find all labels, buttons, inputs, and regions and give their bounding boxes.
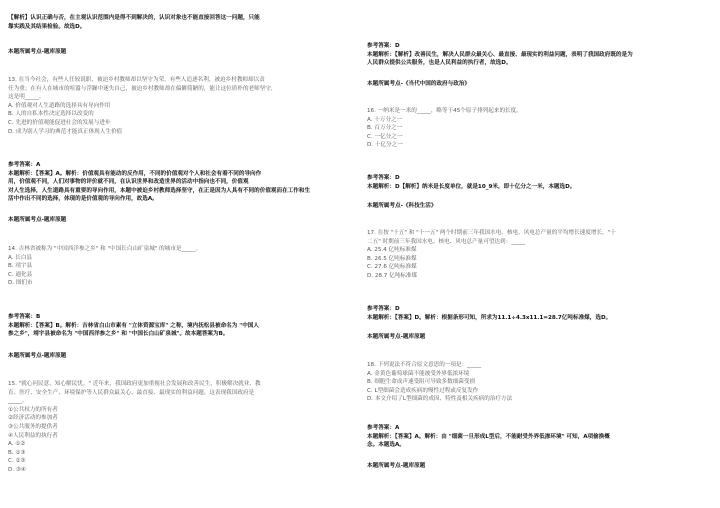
analysis-line: 用，价值观不同，人们对事物的评价就不同，在认识世界和改造世界的活动中指向也不同，价值观 — [8, 179, 249, 186]
option-d: D. ③④ — [8, 466, 26, 473]
question-stem: 这是明_____。 — [8, 94, 45, 101]
option-d: D. 十亿分之一 — [367, 142, 403, 149]
analysis-line: 人民群众提供公共服务，也是人民利益的执行者，故选D。 — [367, 60, 512, 67]
knowledge-point: 本题所属考点-《科技生活》 — [367, 203, 437, 209]
analysis-line: 参之乡"，靖宇县被命名为 "中国西洋参之乡" 和 "中国长白山矿泉城"。故本题答案为B。 — [8, 331, 229, 338]
question-16 — [367, 107, 715, 150]
question-stem: 任为重；在有人在城市的喧嚣与浮躁中迷失自己，被迫乡村教师却在偏僻简陋的，能让这位质朴的老师坚守， — [8, 85, 277, 92]
option: ③公共服务的提供者 — [8, 423, 58, 430]
option-c: C. L型细菌会造成疾病的慢性过程或反复发作 — [367, 387, 479, 394]
analysis-line: 本题解析：【解析】改善民生，解决人民群众最关心、最直接、最现实的利益问题，表明了我国政府既的是为 — [367, 51, 633, 58]
option-c: C. 27.6 亿吨标准煤 — [367, 264, 417, 271]
answer-16 — [367, 174, 715, 191]
option-b: B. 靖宇县 — [8, 263, 33, 270]
knowledge-point: 本题所属考点-题库原题 — [8, 217, 67, 223]
option-b: B. ①③ — [8, 449, 26, 456]
question-15 — [8, 380, 360, 475]
reference-answer: 参考答案：D — [367, 175, 400, 181]
top-analysis — [8, 14, 360, 31]
answer-17 — [367, 305, 715, 322]
option-b: B. 百万分之一 — [367, 125, 403, 132]
question-stem: 14. 吉林省被称为 "中国西洋参之乡" 和 "中国长白山矿泉城" 的城市是_____。 — [8, 246, 202, 252]
knowledge-point: 本题所属考点-题库原题 — [367, 463, 426, 469]
question-stem: 17. 在按 "十五" 和 "十一五" 两个时期前三年我国水电、核电、风电总产量的平均增长速度增长，"十 — [367, 230, 616, 236]
reference-answer: 参考答案：A — [367, 425, 400, 431]
question-17 — [367, 229, 715, 281]
option-a: A. 25.4 亿吨标准煤 — [367, 247, 417, 254]
option-b: B. 人的自私本性决定选择以改变的 — [8, 111, 94, 118]
knowledge-point: 本题所属考点-题库原题 — [8, 49, 67, 55]
reference-answer: 参考答案：D — [367, 43, 400, 49]
option-a: A. 长白县 — [8, 254, 33, 261]
option-c: C. 一亿分之一 — [367, 133, 403, 140]
option-a: A. ①② — [8, 441, 26, 448]
knowledge-point: 本题所属考点-题库原题 — [367, 334, 426, 340]
option-a: A. 金黄色葡萄球菌不能被受外界低浓环境 — [367, 370, 470, 377]
question-stem: 15. "就心问民意，知心解民忧。" 近年来，我国政府更加重视社会发展和改善民生，积极解决就业、教 — [8, 381, 261, 387]
option-d: D. 本文介绍了L型细菌的成因、特性及相关疾病的治疗方法 — [367, 396, 513, 403]
analysis-line: 活中作出不同的选择，体现的是价值观的导向作用，故选A。 — [8, 196, 158, 203]
analysis-line: 本题解析：【答案】A。解析：由 "细菌一旦形成L型后，不能耐受外界低渗环境" 可知，A项偷换概 — [367, 433, 610, 440]
knowledge-point: 本题所属考点-题库原题 — [8, 353, 67, 359]
option: ②经济活动的参加者 — [8, 415, 58, 422]
question-stem: 育、医疗、安全生产、环境保护等人民群众最关心、最直接、最现实的利益问题。这表现我国政府是 — [8, 389, 255, 396]
question-stem: 二五" 时期前三年我国水电、核电、风电总产量可望达到：_____ — [367, 238, 526, 245]
option-c: C. 先进的价值观能促进社会的发展与进步 — [8, 119, 111, 126]
option-c: C. 通化县 — [8, 271, 33, 278]
reference-answer: 参考答案：A — [8, 162, 41, 168]
reference-answer: 参考答案：B — [8, 314, 41, 320]
analysis-line: 对人生选择，人生道路具有重要的导向作用，本题中被迫乡村教师选择坚守，在正是因为人具有不同的价值观而在工作和生 — [8, 187, 311, 194]
question-stem: 13. 在当今社会，有些人任较说职，被迫乡村教师却以坚守为荣，有些人追逐名利，被迫乡村教师却以责 — [8, 77, 265, 83]
option-c: C. ②③ — [8, 458, 26, 465]
answer-14 — [8, 313, 360, 339]
option-b: B. 26.5 亿吨标准煤 — [367, 255, 417, 262]
knowledge-point: 本题所属考点-《当代中国的政府与政治》 — [367, 81, 471, 87]
option-a: A. 十万分之一 — [367, 116, 403, 123]
answer-13 — [8, 161, 360, 204]
question-stem: 18. 下列说法不符合原文意思的一项是：_____ — [367, 362, 482, 368]
analysis-line: 念。本题选A。 — [367, 442, 405, 449]
answer-12 — [367, 42, 715, 68]
analysis-line: 本题解析：【答案】A。解析：价值观具有能动的反作用，不同的价值观对个人和社会有着不同的导向作 — [8, 170, 262, 177]
analysis-line: 本题解析：【答案】D。解析：根据条形可知，所求为11.1÷4.3x11.1=28.7亿吨标准煤，选D。 — [367, 314, 612, 321]
question-stem: _____。 — [8, 398, 28, 405]
option: ④人民利益的执行者 — [8, 432, 58, 439]
analysis-line: 本题解析：D【解析】纳米是长度单位，就是10_9米，即十亿分之一米，本题选D。 — [367, 183, 576, 190]
question-18 — [367, 361, 715, 404]
option-a: A. 价值观对人生道路的选择具有导向作用 — [8, 102, 111, 109]
question-stem: 16. 一纳米是一米的_____，略等于45个原子排列起来的长度。 — [367, 108, 522, 114]
answer-18 — [367, 424, 715, 450]
option: ①公共权力的所有者 — [8, 406, 58, 413]
option-d: D. 成为别人学习的典范才能真正体现人生价值 — [8, 128, 123, 135]
reference-answer: 参考答案：D — [367, 306, 400, 312]
analysis-line: 靠实践及其结果检验。故选D。 — [8, 23, 86, 30]
option-b: B. 细胞生命成声速受阻可导致多数细菌受损 — [367, 379, 476, 386]
question-14 — [8, 245, 360, 288]
analysis-line: 【解析】认识正确与否，在主观认识范围内是得不到解决的，认识对象也不能直接回答这一问题，只能 — [8, 15, 260, 21]
option-d: D. 28.7 亿吨标准煤 — [367, 272, 418, 279]
analysis-line: 本题解析：【答案】B。解析：吉林省白山市素有 "立体资源宝库" 之称，境内抚松县被命名为 "中国人 — [8, 322, 259, 329]
option-d: D. 图们市 — [8, 280, 33, 287]
question-13 — [8, 76, 360, 136]
